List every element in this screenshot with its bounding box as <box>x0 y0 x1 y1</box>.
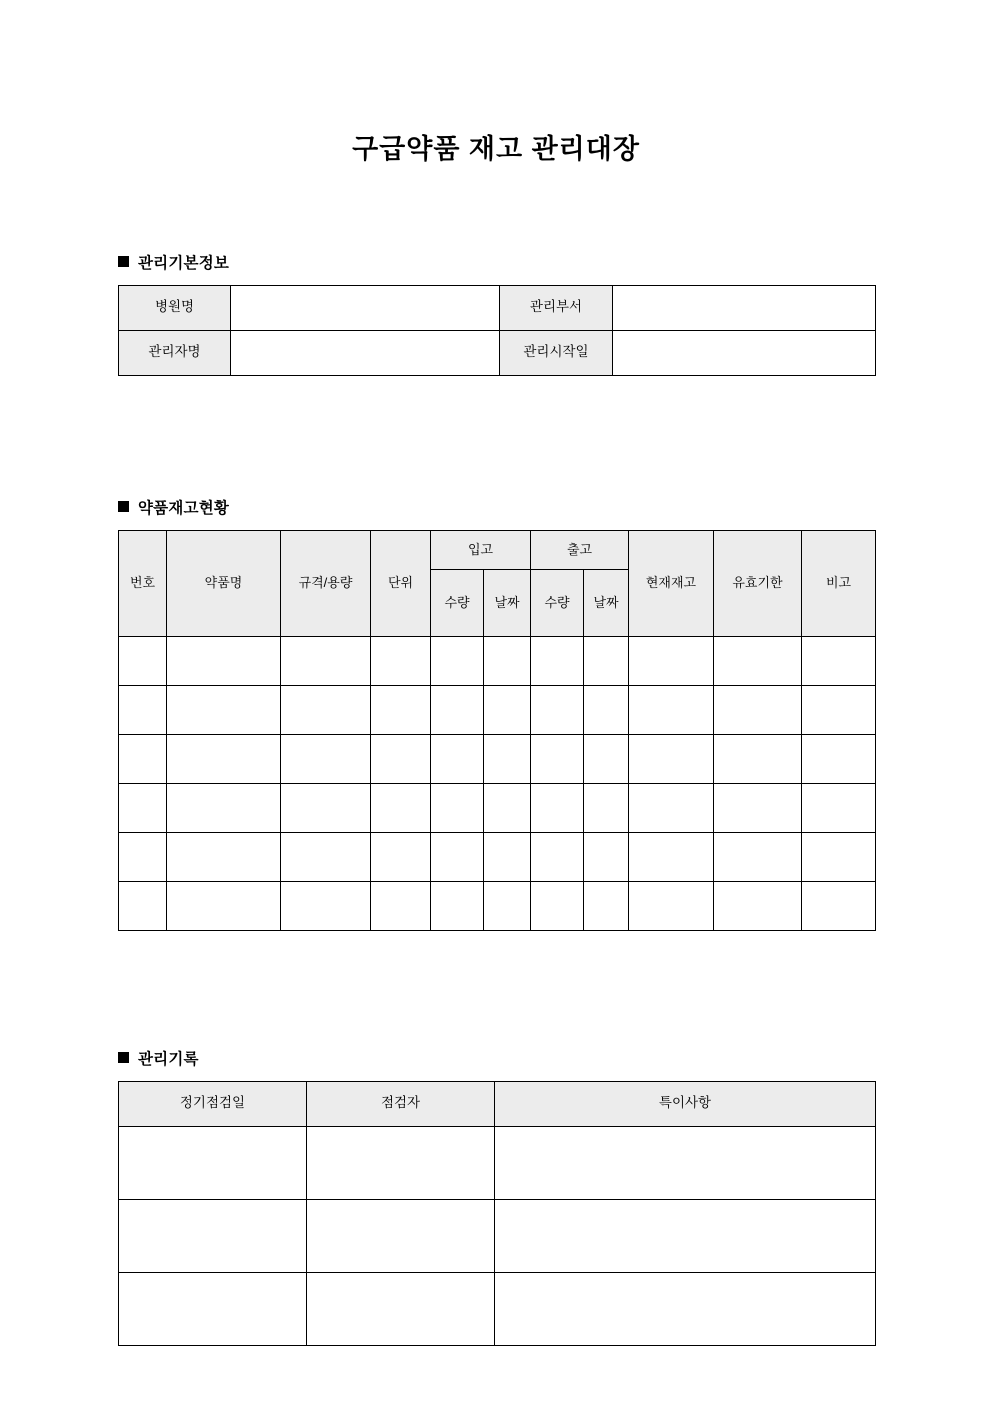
cell-unit[interactable] <box>371 783 431 832</box>
cell-incoming-quantity[interactable] <box>431 832 484 881</box>
cell-expiry-date[interactable] <box>714 881 802 930</box>
column-header-outgoing-quantity: 수량 <box>531 569 584 636</box>
field-hospital-name[interactable] <box>231 285 500 330</box>
column-header-spec-dose: 규격/용량 <box>281 530 371 636</box>
cell-expiry-date[interactable] <box>714 734 802 783</box>
cell-drug-name[interactable] <box>167 734 281 783</box>
cell-incoming-quantity[interactable] <box>431 685 484 734</box>
cell-spec-dose[interactable] <box>281 881 371 930</box>
cell-remarks[interactable] <box>802 881 876 930</box>
cell-spec-dose[interactable] <box>281 832 371 881</box>
table-row <box>119 685 876 734</box>
cell-current-stock[interactable] <box>629 685 714 734</box>
column-header-current-stock: 현재재고 <box>629 530 714 636</box>
cell-outgoing-quantity[interactable] <box>531 685 584 734</box>
cell-outgoing-date[interactable] <box>584 881 629 930</box>
column-header-incoming-quantity: 수량 <box>431 569 484 636</box>
cell-drug-name[interactable] <box>167 636 281 685</box>
cell-incoming-quantity[interactable] <box>431 881 484 930</box>
cell-outgoing-date[interactable] <box>584 685 629 734</box>
table-row <box>119 636 876 685</box>
field-manager-name[interactable] <box>231 330 500 375</box>
cell-current-stock[interactable] <box>629 636 714 685</box>
cell-no[interactable] <box>119 881 167 930</box>
cell-drug-name[interactable] <box>167 685 281 734</box>
table-row <box>119 881 876 930</box>
cell-incoming-date[interactable] <box>484 685 531 734</box>
cell-notes[interactable] <box>495 1126 876 1199</box>
column-header-inspector: 점검자 <box>307 1081 495 1126</box>
cell-incoming-date[interactable] <box>484 783 531 832</box>
cell-drug-name[interactable] <box>167 881 281 930</box>
cell-expiry-date[interactable] <box>714 832 802 881</box>
table-row <box>119 1272 876 1345</box>
cell-expiry-date[interactable] <box>714 685 802 734</box>
cell-outgoing-date[interactable] <box>584 832 629 881</box>
cell-inspection-date[interactable] <box>119 1199 307 1272</box>
cell-inspector[interactable] <box>307 1199 495 1272</box>
cell-notes[interactable] <box>495 1272 876 1345</box>
cell-remarks[interactable] <box>802 685 876 734</box>
column-header-drug-name: 약품명 <box>167 530 281 636</box>
section-heading-stock-status <box>118 496 874 518</box>
label-management-department: 관리부서 <box>500 285 613 330</box>
section-heading-management-record <box>118 1047 874 1069</box>
stock-status-table <box>118 530 876 931</box>
cell-incoming-quantity[interactable] <box>431 783 484 832</box>
cell-drug-name[interactable] <box>167 832 281 881</box>
cell-outgoing-quantity[interactable] <box>531 832 584 881</box>
cell-no[interactable] <box>119 685 167 734</box>
cell-unit[interactable] <box>371 832 431 881</box>
basic-info-table <box>118 285 876 376</box>
cell-spec-dose[interactable] <box>281 636 371 685</box>
cell-inspection-date[interactable] <box>119 1272 307 1345</box>
square-bullet-icon <box>118 501 129 512</box>
section-heading-management-record-label: 관리기록 <box>138 1050 199 1068</box>
cell-unit[interactable] <box>371 685 431 734</box>
column-header-expiry-date: 유효기한 <box>714 530 802 636</box>
cell-no[interactable] <box>119 636 167 685</box>
table-header-row <box>119 1081 876 1126</box>
cell-outgoing-quantity[interactable] <box>531 636 584 685</box>
section-heading-basic-info <box>118 251 874 273</box>
cell-incoming-date[interactable] <box>484 881 531 930</box>
column-header-unit: 단위 <box>371 530 431 636</box>
cell-current-stock[interactable] <box>629 832 714 881</box>
table-row <box>119 832 876 881</box>
page-title: 구급약품 재고 관리대장 <box>352 134 640 164</box>
cell-current-stock[interactable] <box>629 734 714 783</box>
cell-current-stock[interactable] <box>629 881 714 930</box>
column-header-notes: 특이사항 <box>495 1081 876 1126</box>
cell-incoming-date[interactable] <box>484 636 531 685</box>
cell-inspector[interactable] <box>307 1272 495 1345</box>
square-bullet-icon <box>118 256 129 267</box>
cell-outgoing-date[interactable] <box>584 734 629 783</box>
cell-remarks[interactable] <box>802 636 876 685</box>
label-management-start-date: 관리시작일 <box>500 330 613 375</box>
table-row <box>119 1126 876 1199</box>
cell-current-stock[interactable] <box>629 783 714 832</box>
table-row <box>119 330 876 375</box>
cell-remarks[interactable] <box>802 734 876 783</box>
column-header-incoming-date: 날짜 <box>484 569 531 636</box>
cell-unit[interactable] <box>371 881 431 930</box>
column-header-outgoing-date: 날짜 <box>584 569 629 636</box>
cell-remarks[interactable] <box>802 783 876 832</box>
cell-spec-dose[interactable] <box>281 734 371 783</box>
management-record-table <box>118 1081 876 1346</box>
table-row <box>119 1199 876 1272</box>
column-header-outgoing-group: 출고 <box>531 530 629 569</box>
cell-no[interactable] <box>119 783 167 832</box>
cell-unit[interactable] <box>371 636 431 685</box>
cell-expiry-date[interactable] <box>714 783 802 832</box>
field-management-department[interactable] <box>613 285 876 330</box>
label-manager-name: 관리자명 <box>119 330 231 375</box>
table-header-row-group <box>119 530 876 569</box>
cell-incoming-date[interactable] <box>484 832 531 881</box>
cell-drug-name[interactable] <box>167 783 281 832</box>
cell-outgoing-quantity[interactable] <box>531 881 584 930</box>
cell-outgoing-date[interactable] <box>584 783 629 832</box>
table-row <box>119 285 876 330</box>
cell-notes[interactable] <box>495 1199 876 1272</box>
cell-unit[interactable] <box>371 734 431 783</box>
field-management-start-date[interactable] <box>613 330 876 375</box>
column-header-remarks: 비고 <box>802 530 876 636</box>
cell-no[interactable] <box>119 734 167 783</box>
cell-inspection-date[interactable] <box>119 1126 307 1199</box>
column-header-incoming-group: 입고 <box>431 530 531 569</box>
section-heading-basic-info-label: 관리기본정보 <box>138 254 230 272</box>
table-row <box>119 734 876 783</box>
square-bullet-icon <box>118 1052 129 1063</box>
cell-expiry-date[interactable] <box>714 636 802 685</box>
cell-incoming-quantity[interactable] <box>431 636 484 685</box>
cell-spec-dose[interactable] <box>281 783 371 832</box>
cell-spec-dose[interactable] <box>281 685 371 734</box>
cell-incoming-date[interactable] <box>484 734 531 783</box>
column-header-inspection-date: 정기점검일 <box>119 1081 307 1126</box>
cell-incoming-quantity[interactable] <box>431 734 484 783</box>
cell-no[interactable] <box>119 832 167 881</box>
label-hospital-name: 병원명 <box>119 285 231 330</box>
cell-outgoing-date[interactable] <box>584 636 629 685</box>
cell-outgoing-quantity[interactable] <box>531 783 584 832</box>
table-row <box>119 783 876 832</box>
cell-remarks[interactable] <box>802 832 876 881</box>
column-header-no: 번호 <box>119 530 167 636</box>
section-heading-stock-status-label: 약품재고현황 <box>138 499 230 517</box>
cell-outgoing-quantity[interactable] <box>531 734 584 783</box>
cell-inspector[interactable] <box>307 1126 495 1199</box>
